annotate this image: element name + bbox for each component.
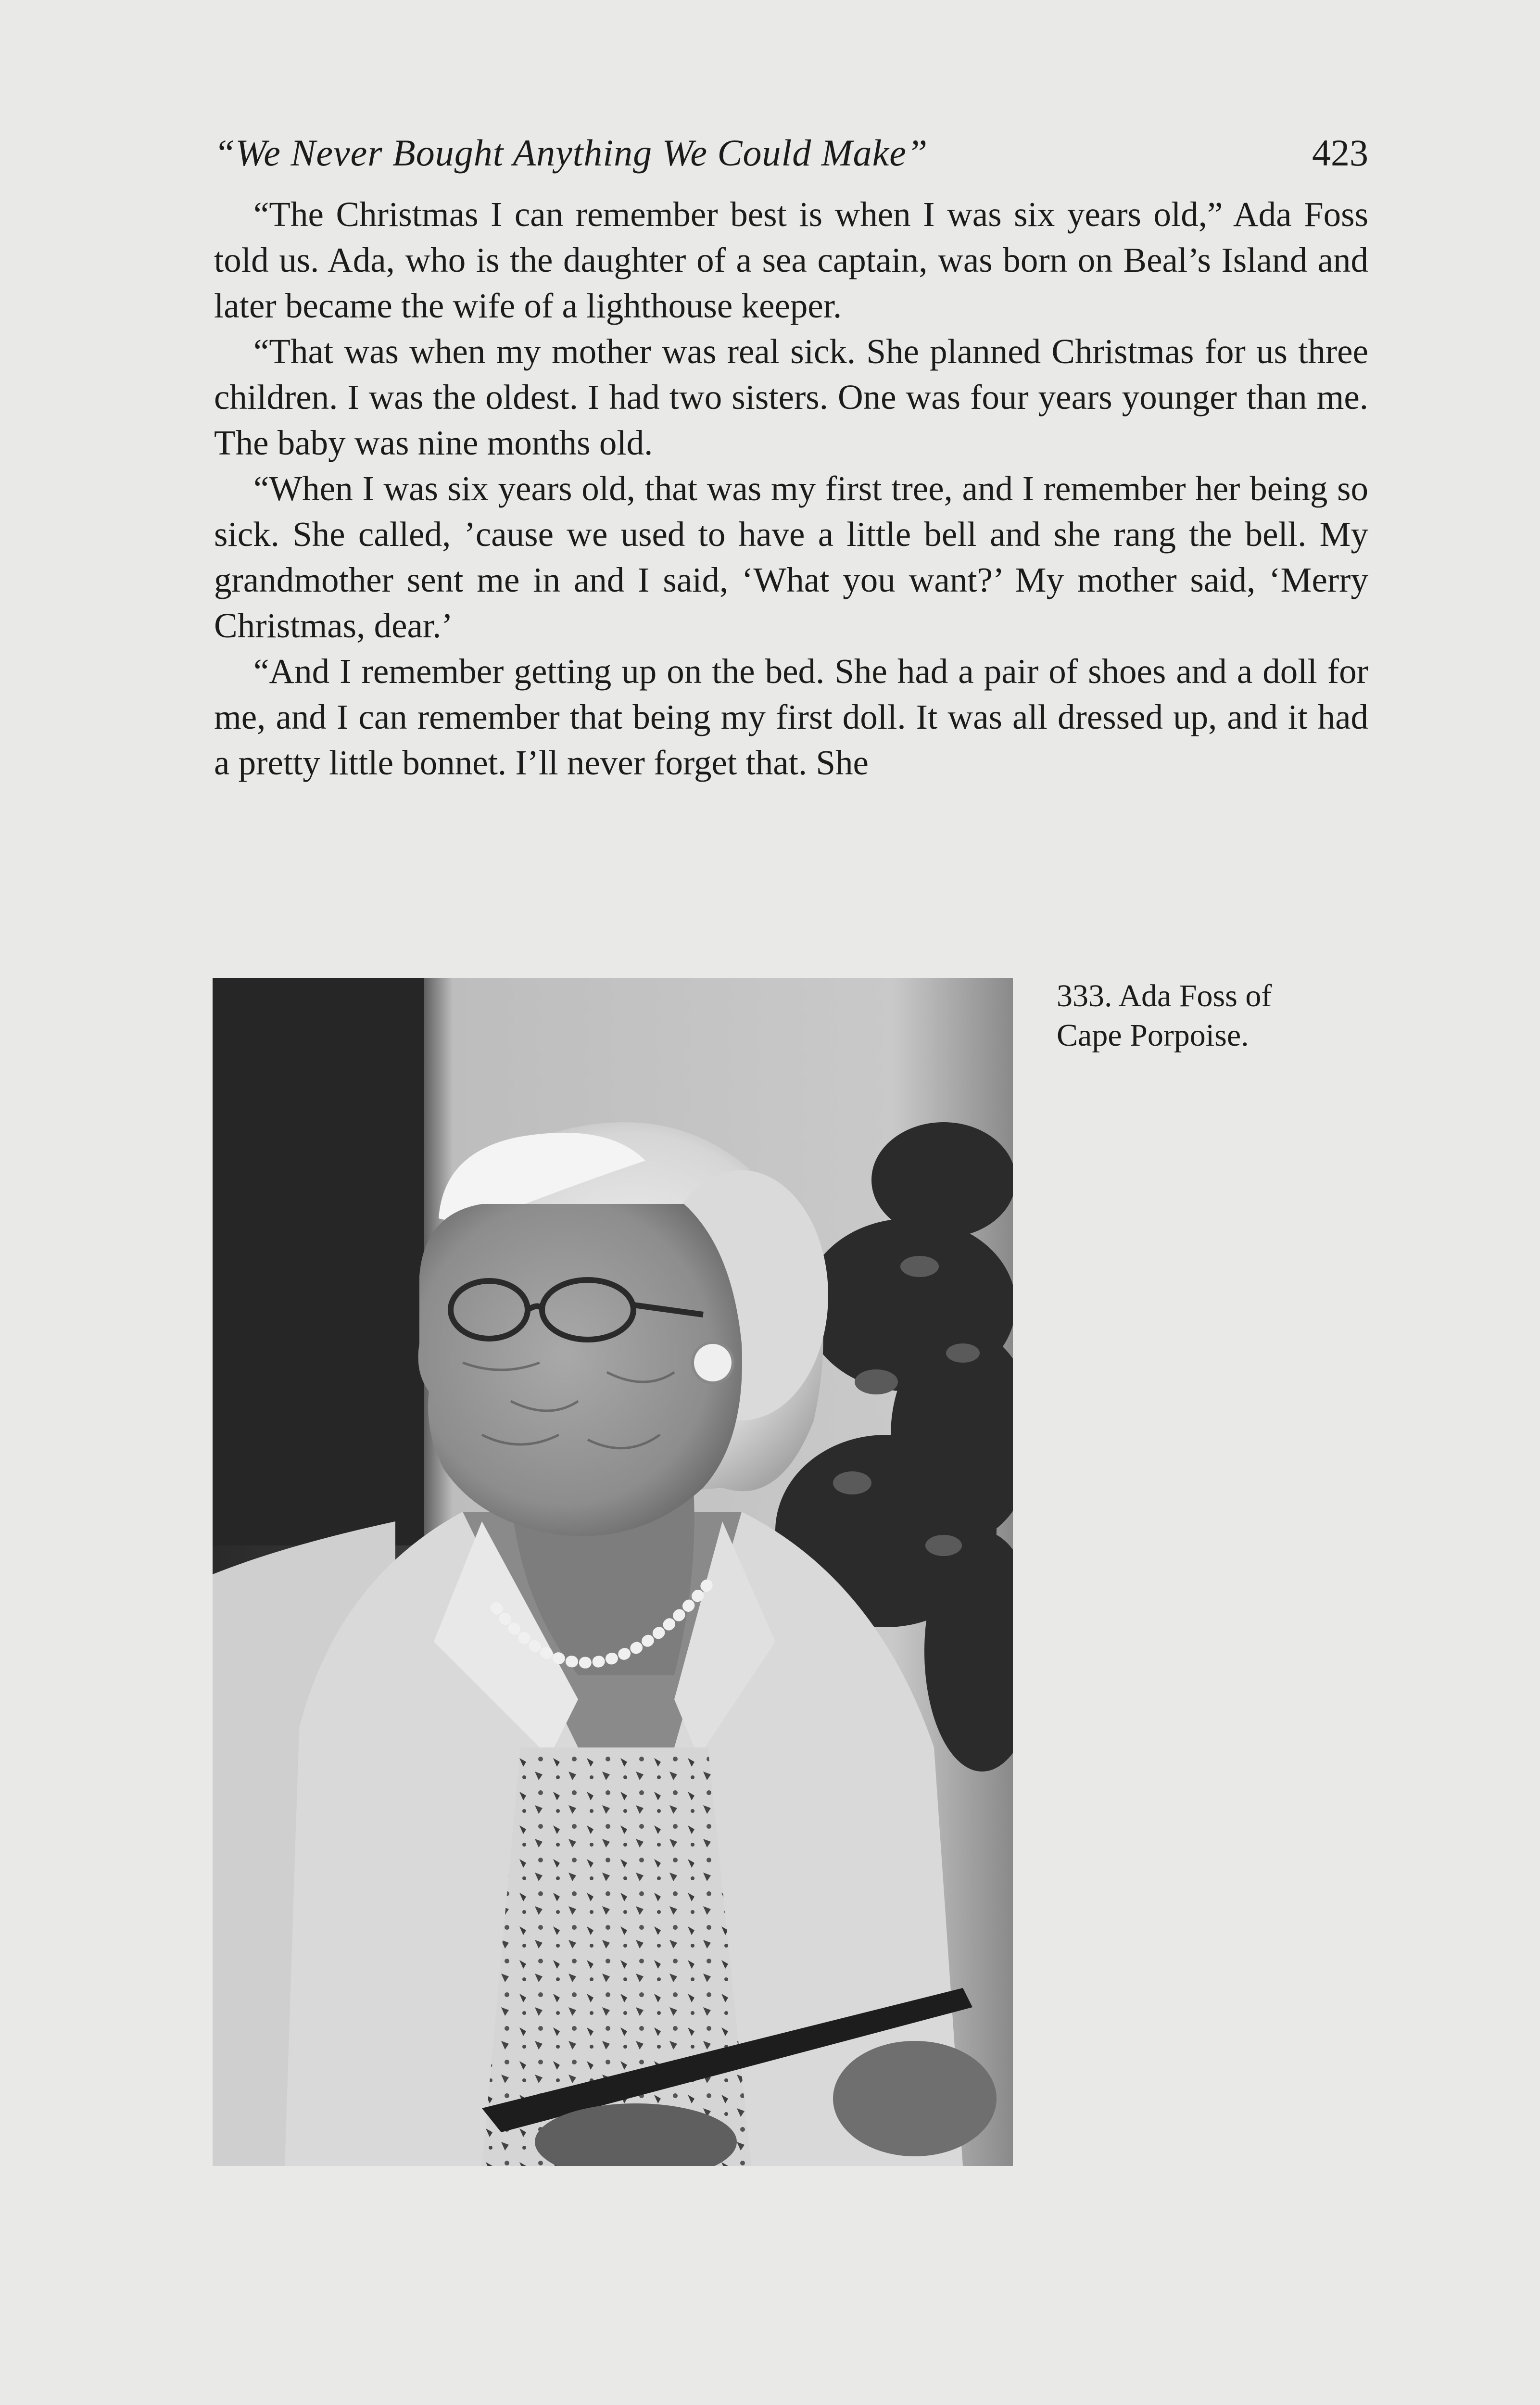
paragraph: “That was when my mother was real sick. She planned Christmas for us three children. I was the oldest. I had two sisters. One was four years younger than me. The baby was nine months old. xyxy=(214,332,1368,462)
body-text xyxy=(214,191,1368,785)
portrait-photo-image xyxy=(213,978,1013,2166)
paragraph: “The Christmas I can remember best is when I was six years old,” Ada Foss told us. Ada, who is the daughter of a sea captain, was born on Beal’s Island and later became the wife of a lighthouse keeper. xyxy=(214,195,1368,325)
running-head xyxy=(214,124,1368,182)
caption-line: 333. Ada Foss of xyxy=(1057,978,1272,1013)
paragraph: “When I was six years old, that was my first tree, and I remember her being so sick. She called, ’cause we used to have a little bell and she rang the bell. My grandmother sent me in and I said, ‘What you want?’ My mother said, ‘Merry Christmas, dear.’ xyxy=(214,469,1368,645)
running-title: “We Never Bought Anything We Could Make” xyxy=(214,132,928,174)
caption-line: Cape Porpoise. xyxy=(1057,1018,1249,1053)
page-number: 423 xyxy=(1312,132,1368,174)
portrait-photo xyxy=(213,978,1013,2166)
figure-caption xyxy=(1057,976,1355,1055)
paragraph: “And I remember getting up on the bed. She had a pair of shoes and a doll for me, and I can remember that being my first doll. It was all dressed up, and it had a pretty little bonnet. I’ll never forget that. She xyxy=(214,652,1368,782)
